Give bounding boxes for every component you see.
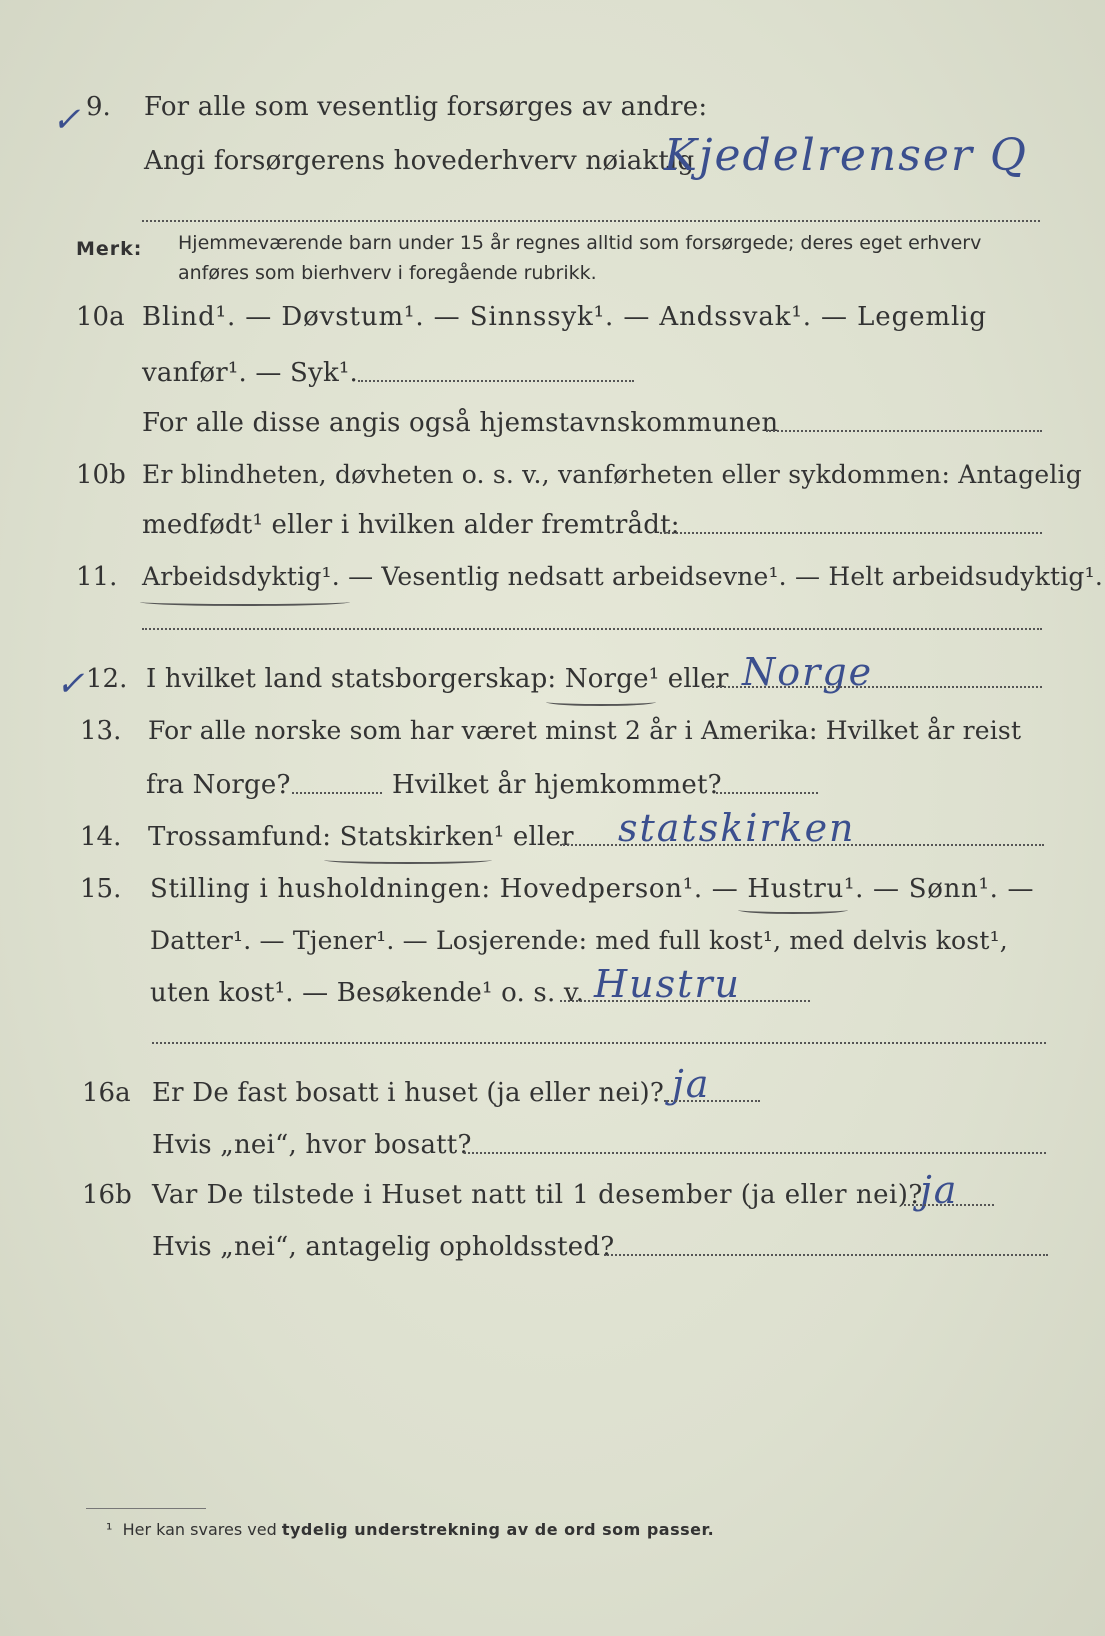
q13-line2b: Hvilket år hjemkommet? bbox=[392, 770, 722, 800]
q11-number: 11. bbox=[76, 562, 118, 592]
q14-answer[interactable]: statskirken bbox=[618, 806, 856, 850]
q14-line1: Trossamfund: Statskirken¹ eller bbox=[148, 822, 574, 852]
q13-reist-line bbox=[292, 792, 382, 794]
q12-underline-mark bbox=[546, 698, 656, 706]
q16a-number: 16a bbox=[82, 1078, 131, 1108]
q14-number: 14. bbox=[80, 822, 122, 852]
q10a-syk-line bbox=[358, 380, 634, 382]
q15-number: 15. bbox=[80, 874, 122, 904]
q9-line1: For alle som vesentlig forsørges av andre: bbox=[144, 92, 708, 122]
q13-hjemkommet-line bbox=[716, 792, 818, 794]
footnote-rule bbox=[86, 1508, 206, 1509]
q11-line1: Arbeidsdyktig¹. — Vesentlig nedsatt arbeidsevne¹. — Helt arbeidsudyktig¹. bbox=[142, 562, 1103, 591]
q16a-line1: Er De fast bosatt i huset (ja eller nei)? bbox=[152, 1078, 664, 1108]
q13-line1: For alle norske som har været minst 2 år i Amerika: Hvilket år reist bbox=[148, 716, 1022, 745]
q16b-line1: Var De tilstede i Huset natt til 1 desember (ja eller nei)? bbox=[152, 1180, 923, 1210]
q12-line1: I hvilket land statsborgerskap: Norge¹ eller bbox=[146, 664, 729, 694]
q10b-line1: Er blindheten, døvheten o. s. v., vanførheten eller sykdommen: Antagelig bbox=[142, 460, 1082, 489]
q12-answer-line bbox=[704, 686, 1042, 688]
q15-answer[interactable]: Hustru bbox=[594, 962, 742, 1006]
q15-line3: uten kost¹. — Besøkende¹ o. s. v. bbox=[150, 978, 585, 1008]
merk-label: Merk: bbox=[76, 238, 143, 260]
q16a-line2: Hvis „nei“, hvor bosatt? bbox=[152, 1130, 472, 1160]
footnote-text-bold: tydelig understrekning av de ord som passer. bbox=[281, 1520, 715, 1539]
q9-line2: Angi forsørgerens hovederhverv nøiaktig bbox=[144, 146, 695, 176]
q9-answer-line bbox=[142, 220, 1040, 222]
q16b-answer-line bbox=[904, 1204, 994, 1206]
q16a-answer-line bbox=[664, 1100, 760, 1102]
q14-underline-mark bbox=[324, 856, 492, 864]
q12-number: 12. bbox=[86, 664, 128, 694]
q11-underline-mark bbox=[140, 598, 350, 606]
q10b-number: 10b bbox=[76, 460, 126, 490]
q13-line2a: fra Norge? bbox=[146, 770, 291, 800]
q15-underline-mark bbox=[738, 906, 848, 914]
q10b-answer-line bbox=[660, 532, 1042, 534]
q15-extra-line bbox=[152, 1042, 1046, 1044]
q15-line2: Datter¹. — Tjener¹. — Losjerende: med full kost¹, med delvis kost¹, bbox=[150, 926, 1008, 955]
q15-line1: Stilling i husholdningen: Hovedperson¹. — Hustru¹. — Sønn¹. — bbox=[150, 874, 1035, 904]
q16b-number: 16b bbox=[82, 1180, 132, 1210]
q16b-line2: Hvis „nei“, antagelig opholdssted? bbox=[152, 1232, 615, 1262]
checkmark-icon: ✓ bbox=[52, 100, 81, 140]
q10a-line1: Blind¹. — Døvstum¹. — Sinnssyk¹. — Andssvak¹. — Legemlig bbox=[142, 302, 987, 332]
q10a-line2: vanfør¹. — Syk¹. bbox=[142, 358, 358, 388]
q9-answer[interactable]: Kjedelrenser Q bbox=[664, 130, 1028, 181]
q14-answer-line bbox=[560, 844, 1044, 846]
q16a-answer[interactable]: ja bbox=[672, 1062, 711, 1106]
q13-number: 13. bbox=[80, 716, 122, 746]
q10a-number: 10a bbox=[76, 302, 125, 332]
merk-line1: Hjemmeværende barn under 15 år regnes alltid som forsørgede; deres eget erhverv bbox=[178, 232, 982, 254]
q15-answer-line bbox=[560, 1000, 810, 1002]
checkmark-icon: ✓ bbox=[56, 664, 85, 704]
merk-line2: anføres som bierhverv i foregående rubrikk. bbox=[178, 262, 597, 284]
footnote-mark: ¹ bbox=[106, 1520, 113, 1539]
q10b-line2: medfødt¹ eller i hvilken alder fremtrådt: bbox=[142, 510, 680, 540]
q10a-line3: For alle disse angis også hjemstavnskommunen bbox=[142, 408, 779, 438]
q11-answer-line bbox=[142, 628, 1042, 630]
q16a-bosatt-line bbox=[464, 1152, 1046, 1154]
q10a-kommune-line bbox=[766, 430, 1042, 432]
footnote bbox=[106, 1520, 714, 1539]
q16b-answer[interactable]: ja bbox=[920, 1168, 959, 1212]
q12-answer[interactable]: Norge bbox=[742, 650, 874, 694]
footnote-text-plain: Her kan svares ved bbox=[122, 1520, 277, 1539]
q16b-opholdssted-line bbox=[604, 1254, 1048, 1256]
q9-number: 9. bbox=[86, 92, 111, 122]
